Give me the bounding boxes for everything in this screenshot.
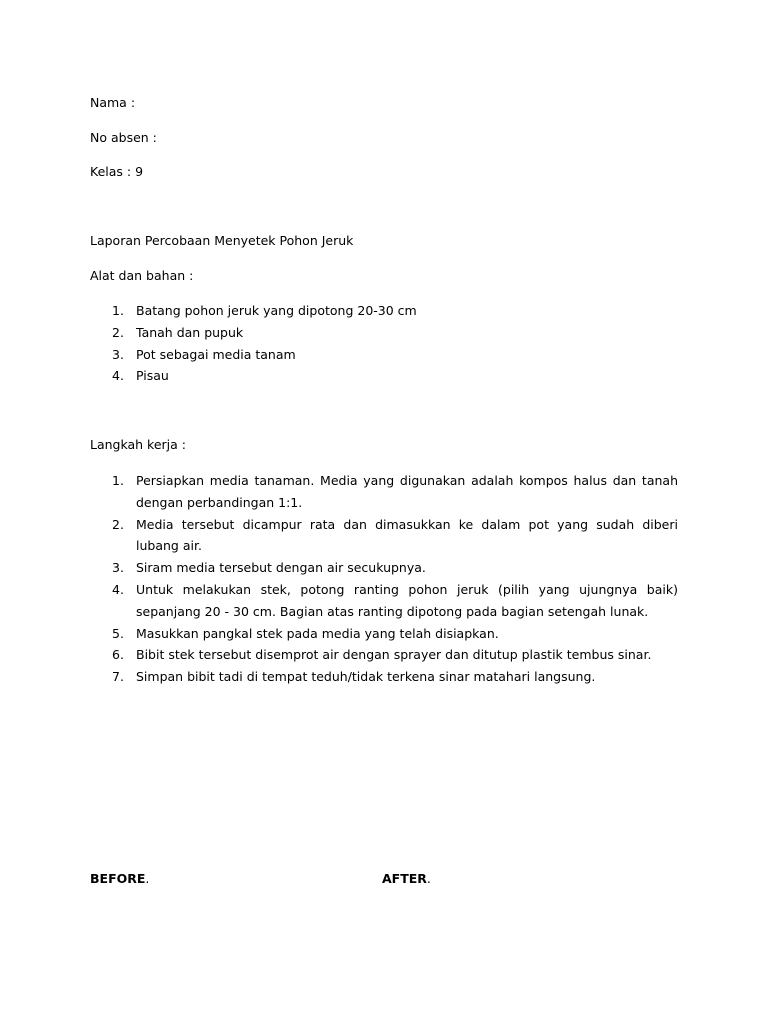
report-title: Laporan Percobaan Menyetek Pohon Jeruk [90,233,354,248]
list-item [90,557,678,579]
step-text: Simpan bibit tadi di tempat teduh/tidak terkena sinar matahari langsung. [136,669,596,685]
class-label: Kelas : 9 [90,164,144,179]
materials-list [90,300,680,387]
after-label-dot: . [426,871,431,886]
after-label [382,871,431,887]
list-number: 6. [112,647,124,663]
step-text: Untuk melakukan stek, potong ranting pohon jeruk (pilih yang ujungnya baik) sepanjang 20 - 30 cm. Bagian atas ranting dipotong pada bagian setengah lunak. [136,581,678,619]
before-label [90,871,149,887]
material-text: Pot sebagai media tanam [136,346,296,362]
list-item [90,300,680,322]
step-text: Siram media tersebut dengan air secukupnya. [136,560,426,576]
steps-list [90,470,678,688]
after-label-text: AFTER [382,871,427,886]
list-number: 7. [112,669,124,685]
steps-heading: Langkah kerja : [90,437,186,452]
list-item [90,470,678,514]
name-field-label: Nama : [90,95,136,110]
step-text: Masukkan pangkal stek pada media yang telah disiapkan. [136,625,499,641]
list-number: 3. [112,560,124,576]
list-item [90,579,678,623]
before-label-dot: . [145,871,150,886]
list-number: 3. [112,346,124,362]
list-number: 4. [112,581,124,597]
list-number: 2. [112,516,124,532]
material-text: Tanah dan pupuk [136,324,244,340]
before-label-text: BEFORE [90,871,146,886]
absence-number-label: No absen : [90,130,157,145]
list-number: 1. [112,303,124,318]
list-item [90,322,680,344]
list-number: 5. [112,625,124,641]
list-number: 1. [112,473,124,488]
list-item [90,666,678,688]
step-text: Persiapkan media tanaman. Media yang digunakan adalah kompos halus dan tanah dengan perbandingan 1:1. [136,473,678,510]
step-text: Media tersebut dicampur rata dan dimasukkan ke dalam pot yang sudah diberi lubang air. [136,516,678,554]
list-item [90,623,678,645]
list-item [90,644,678,666]
materials-heading: Alat dan bahan : [90,268,194,283]
step-text: Bibit stek tersebut disemprot air dengan sprayer dan ditutup plastik tembus sinar. [136,647,652,663]
list-number: 4. [112,368,124,384]
list-number: 2. [112,324,124,340]
list-item [90,344,680,366]
material-text: Batang pohon jeruk yang dipotong 20-30 cm [136,303,417,318]
list-item [90,514,678,558]
list-item [90,365,680,387]
material-text: Pisau [136,368,169,384]
